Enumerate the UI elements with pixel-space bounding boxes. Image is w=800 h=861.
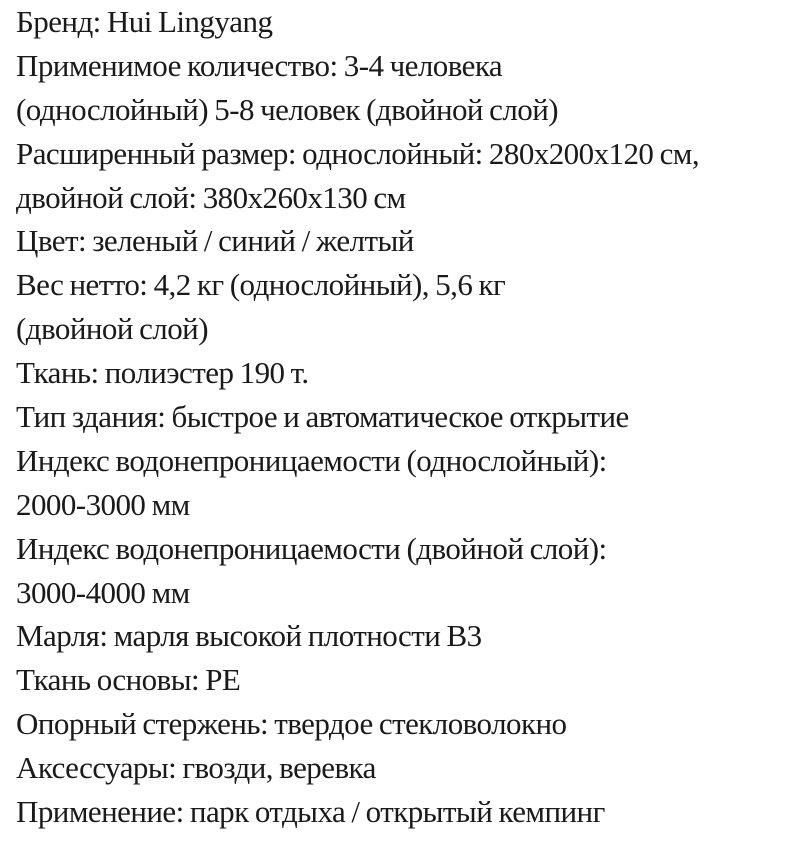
spec-color: Цвет: зеленый / синий / желтый	[16, 223, 414, 259]
spec-waterproof-double: Индекс водонепроницаемости (двойной слой):	[16, 530, 607, 566]
spec-support-pole: Опорный стержень: твердое стекловолокно	[16, 706, 567, 742]
spec-waterproof-single-value: 2000-3000 мм	[16, 486, 190, 522]
spec-extended-size: Расширенный размер: однослойный: 280x200x120 см,	[16, 135, 700, 171]
spec-net-weight: Вес нетто: 4,2 кг (однослойный), 5,6 кг	[16, 267, 506, 303]
spec-capacity-continued: (однослойный) 5-8 человек (двойной слой)	[16, 91, 559, 127]
spec-application: Применение: парк отдыха / открытый кемпинг	[16, 794, 605, 830]
spec-mesh: Марля: марля высокой плотности B3	[16, 618, 482, 654]
spec-accessories: Аксессуары: гвозди, веревка	[16, 750, 376, 786]
spec-waterproof-double-value: 3000-4000 мм	[16, 574, 190, 610]
product-spec-sheet	[16, 0, 800, 834]
spec-waterproof-single: Индекс водонепроницаемости (однослойный):	[16, 442, 607, 478]
spec-net-weight-continued: (двойной слой)	[16, 311, 208, 347]
spec-fabric: Ткань: полиэстер 190 т.	[16, 355, 309, 391]
spec-brand: Бренд: Hui Lingyang	[16, 4, 273, 39]
spec-build-type: Тип здания: быстрое и автоматическое открытие	[16, 399, 629, 435]
spec-floor-fabric: Ткань основы: PE	[16, 662, 241, 698]
spec-extended-size-continued: двойной слой: 380x260x130 см	[16, 179, 406, 215]
spec-capacity: Применимое количество: 3-4 человека	[16, 47, 503, 83]
